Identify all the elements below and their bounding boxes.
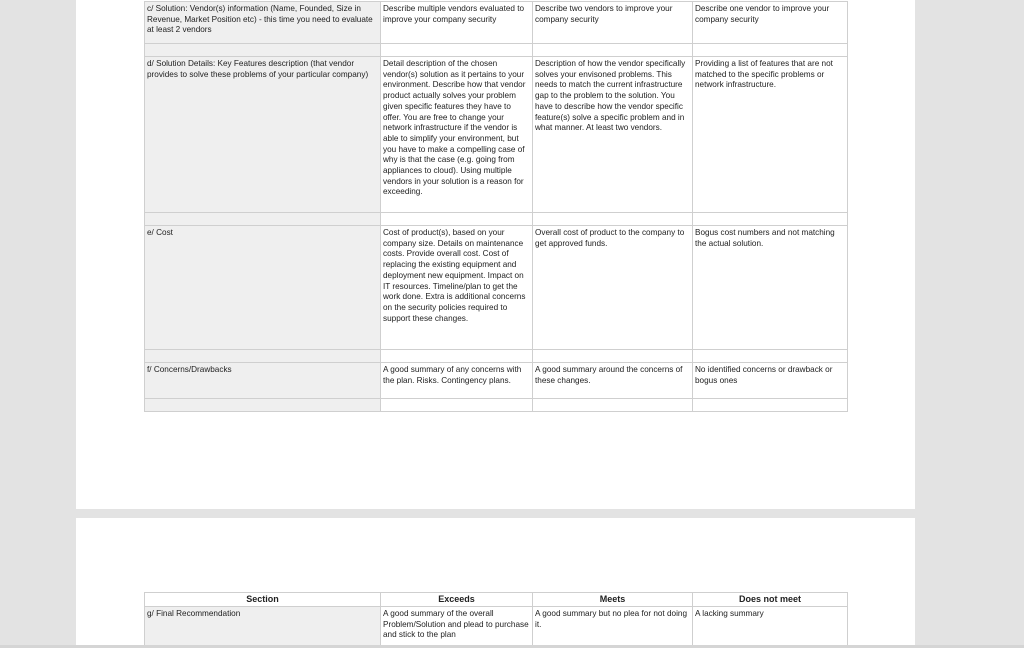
spacer-row [145, 44, 848, 57]
meets-cell: A good summary but no plea for not doing it. [533, 607, 693, 647]
header-row [145, 593, 848, 607]
does-not-meet-cell: A lacking summary [693, 607, 848, 647]
meets-cell: Description of how the vendor specifically solves your envisoned problems. This needs to match the current infrastructure gap to the problem to the solution. You have to describe how the vendor specific feature(s) solve a specific problem and in what manner. At least two vendors. [533, 57, 693, 213]
table-row [145, 57, 848, 213]
rubric-table [144, 1, 848, 412]
section-cell: e/ Cost [145, 226, 381, 350]
does-not-meet-cell: No identified concerns or drawback or bogus ones [693, 363, 848, 399]
table-row [145, 226, 848, 350]
document-page-1 [76, 0, 915, 509]
spacer-row [145, 350, 848, 363]
section-cell: f/ Concerns/Drawbacks [145, 363, 381, 399]
header-section: Section [145, 593, 381, 607]
section-cell: g/ Final Recommendation [145, 607, 381, 647]
meets-cell: A good summary around the concerns of these changes. [533, 363, 693, 399]
does-not-meet-cell: Describe one vendor to improve your company security [693, 2, 848, 44]
rubric-table-2 [144, 592, 848, 647]
spacer-row [145, 213, 848, 226]
spacer-row [145, 399, 848, 412]
exceeds-cell: A good summary of the overall Problem/Solution and plead to purchase and stick to the plan [381, 607, 533, 647]
header-does-not-meet: Does not meet [693, 593, 848, 607]
exceeds-cell: Cost of product(s), based on your company size. Details on maintenance costs. Provide overall cost. Cost of replacing the existing equipment and deployment new equipment. Impact on IT resources. Timeline/plan to get the work done. Extra is additional concerns on the security policies required to support these changes. [381, 226, 533, 350]
section-cell: d/ Solution Details: Key Features description (that vendor provides to solve these problems of your particular company) [145, 57, 381, 213]
meets-cell: Describe two vendors to improve your company security [533, 2, 693, 44]
does-not-meet-cell: Bogus cost numbers and not matching the actual solution. [693, 226, 848, 350]
table-row [145, 2, 848, 44]
header-exceeds: Exceeds [381, 593, 533, 607]
table-row [145, 607, 848, 647]
document-page-2 [76, 518, 915, 648]
header-meets: Meets [533, 593, 693, 607]
exceeds-cell: Describe multiple vendors evaluated to improve your company security [381, 2, 533, 44]
meets-cell: Overall cost of product to the company to get approved funds. [533, 226, 693, 350]
exceeds-cell: A good summary of any concerns with the plan. Risks. Contingency plans. [381, 363, 533, 399]
table-row [145, 363, 848, 399]
section-cell: c/ Solution: Vendor(s) information (Name, Founded, Size in Revenue, Market Position etc) - this time you need to evaluate at least 2 vendors [145, 2, 381, 44]
does-not-meet-cell: Providing a list of features that are not matched to the specific problems or network infrastructure. [693, 57, 848, 213]
exceeds-cell: Detail description of the chosen vendor(s) solution as it pertains to your environment. Describe how that vendor product actually solves your problem given specific features they have to offer. You are free to change your network infrastructure if the vendor is able to simplify your environment, but you have to make a compelling case of why is that the case (e.g. going from appliances to cloud). Using multiple vendors in your solution is a reason for exceeding. [381, 57, 533, 213]
